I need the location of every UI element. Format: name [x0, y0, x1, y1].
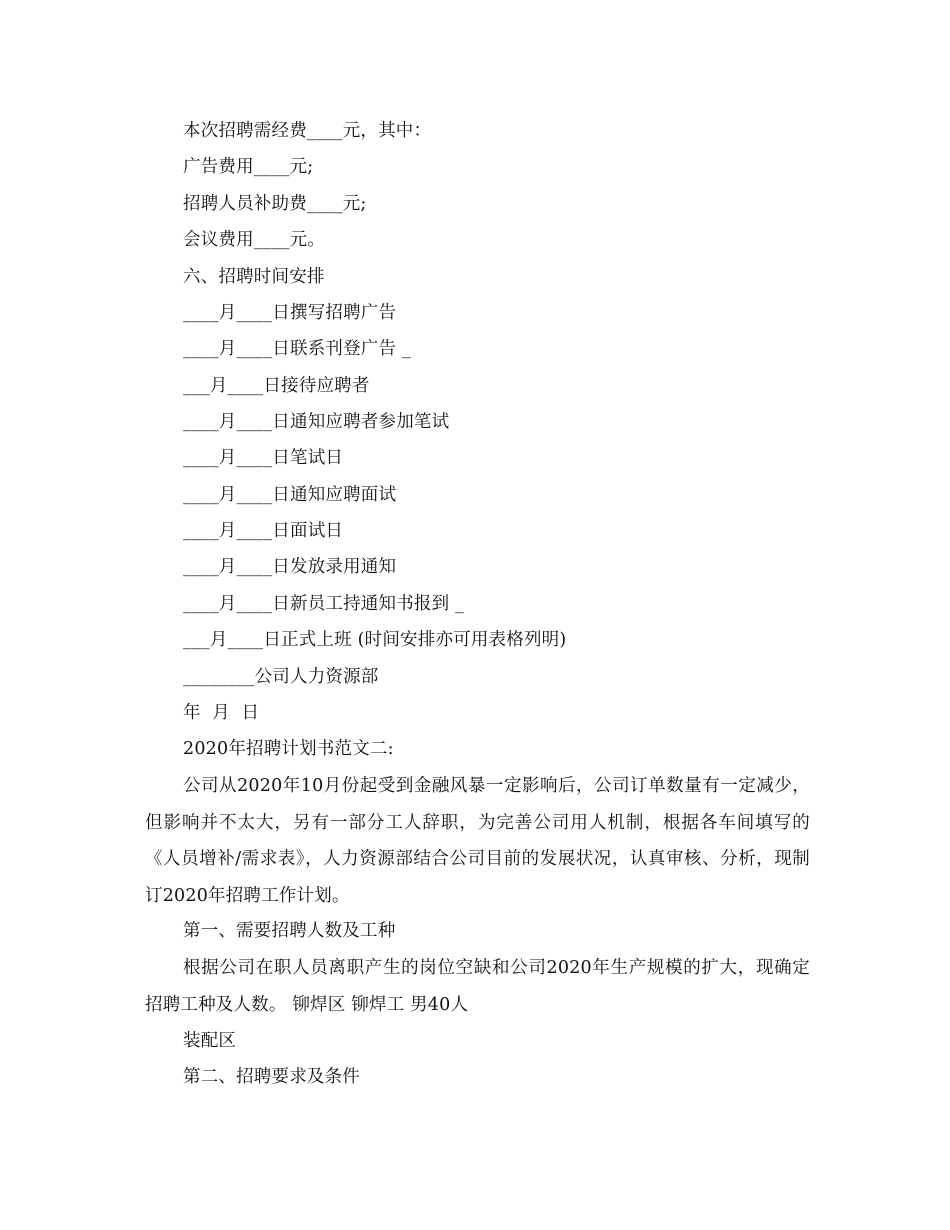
assembly-area-label: 装配区 [183, 1031, 237, 1051]
schedule-heading: 六、招聘时间安排 [183, 267, 325, 287]
schedule-item: ___月____日接待应聘者 [183, 376, 370, 396]
sample2-intro-paragraph: 公司从2020年10月份起受到金融风暴一定影响后，公司订单数量有一定减少，但影响并不太大，另有一部分工人辞职，为完善公司用人机制，根据各车间填写的《人员增补/需求表》，人力资源部结合公司目前的发展状况，认真审核、分析，现制订2020年招聘工作计划。 [145, 776, 810, 906]
budget-ads-line: 广告费用____元; [183, 157, 314, 177]
section1-heading: 第一、需要招聘人数及工种 [183, 921, 396, 941]
schedule-item: ____月____日通知应聘者参加笔试 [183, 412, 450, 432]
schedule-item: ____月____日联系刊登广告 _ [183, 339, 411, 359]
budget-meeting-line: 会议费用____元。 [183, 230, 325, 250]
section1-body-paragraph: 根据公司在职人员离职产生的岗位空缺和公司2020年生产规模的扩大，现确定招聘工种及人数。 铆焊区 铆焊工 男40人 [145, 958, 810, 1015]
sample2-title: 2020年招聘计划书范文二: [183, 739, 394, 759]
schedule-item: ____月____日新员工持通知书报到 _ [183, 594, 465, 614]
section2-heading: 第二、招聘要求及条件 [183, 1067, 360, 1087]
budget-staff-line: 招聘人员补助费____元; [183, 194, 367, 214]
schedule-item: ____月____日面试日 [183, 521, 344, 541]
schedule-item: ____月____日通知应聘面试 [183, 485, 397, 505]
department-signature: ________公司人力资源部 [183, 667, 379, 687]
schedule-item: ___月____日正式上班 (时间安排亦可用表格列明) [183, 630, 567, 650]
schedule-item: ____月____日撰写招聘广告 [183, 303, 397, 323]
schedule-item: ____月____日笔试日 [183, 448, 344, 468]
schedule-item: ____月____日发放录用通知 [183, 557, 397, 577]
budget-total-line: 本次招聘需经费____元，其中： [183, 121, 432, 141]
signature-date: 年 月 日 [183, 703, 260, 723]
